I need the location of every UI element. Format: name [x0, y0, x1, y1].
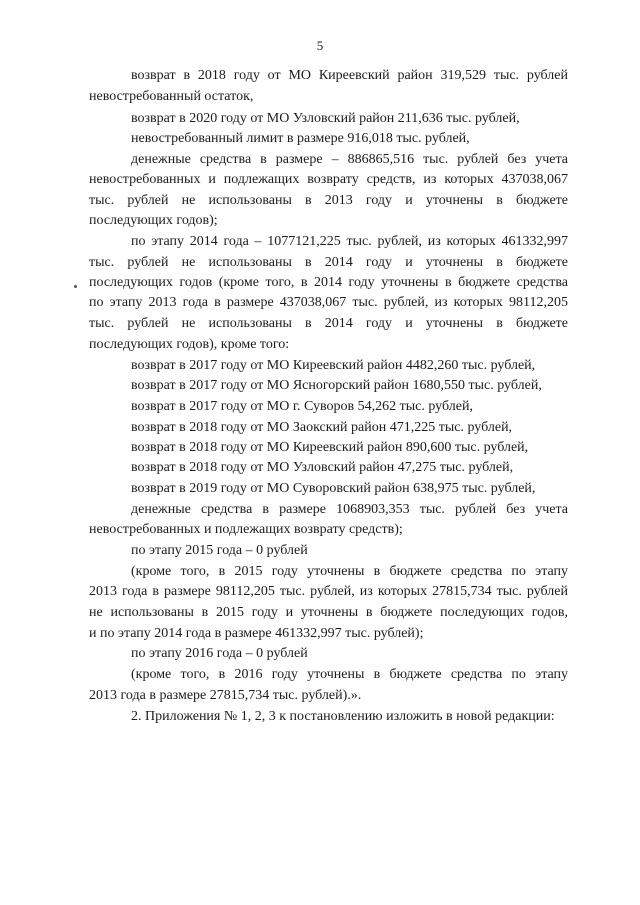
- text-line: 2013 года в размере 27815,734 тыс. рублей).».: [89, 688, 362, 703]
- text-line: возврат в 2018 году от МО Киреевский район 319,529 тыс. рублей: [131, 68, 568, 83]
- text-line: возврат в 2019 году от МО Суворовский район 638,975 тыс. рублей,: [131, 481, 536, 496]
- text-line: 2. Приложения № 1, 2, 3 к постановлению изложить в новой редакции:: [131, 709, 555, 724]
- text-line: денежные средства в размере 1068903,353 тыс. рублей без учета: [131, 502, 568, 517]
- text-line: тыс. рублей не использованы в 2014 году и уточнены в бюджете: [89, 255, 568, 270]
- text-line: не использованы в 2015 году и уточнены в бюджете последующих годов,: [89, 605, 568, 620]
- text-line: (кроме того, в 2015 году уточнены в бюджете средства по этапу: [131, 564, 568, 579]
- text-line: (кроме того, в 2016 году уточнены в бюджете средства по этапу: [131, 667, 568, 682]
- text-line: тыс. рублей не использованы в 2013 году и уточнены в бюджете: [89, 193, 568, 208]
- text-line: возврат в 2020 году от МО Узловский район 211,636 тыс. рублей,: [131, 111, 520, 126]
- text-line: возврат в 2017 году от МО г. Суворов 54,262 тыс. рублей,: [131, 399, 473, 414]
- text-line: последующих годов);: [89, 213, 218, 228]
- text-line: невостребованный остаток,: [89, 89, 254, 104]
- text-line: невостребованный лимит в размере 916,018 тыс. рублей,: [131, 131, 470, 146]
- text-line: возврат в 2018 году от МО Заокский район 471,225 тыс. рублей,: [131, 420, 513, 435]
- text-line: по этапу 2015 года – 0 рублей: [131, 543, 308, 558]
- text-line: возврат в 2018 году от МО Киреевский район 890,600 тыс. рублей,: [131, 440, 529, 455]
- text-line: возврат в 2017 году от МО Киреевский район 4482,260 тыс. рублей,: [131, 358, 536, 373]
- text-line: последующих годов (кроме того, в 2014 году уточнены в бюджете средства: [89, 275, 568, 290]
- text-line: по этапу 2016 года – 0 рублей: [131, 646, 308, 661]
- text-line: возврат в 2018 году от МО Узловский район 47,275 тыс. рублей,: [131, 460, 514, 475]
- text-line: последующих годов), кроме того:: [89, 337, 290, 352]
- text-line: по этапу 2013 года в размере 437038,067 тыс. рублей, из которых 98112,205: [89, 295, 568, 310]
- text-line: невостребованных и подлежащих возврату средств);: [89, 522, 403, 537]
- text-line: тыс. рублей не использованы в 2014 году и уточнены в бюджете: [89, 316, 568, 331]
- text-line: возврат в 2017 году от МО Ясногорский район 1680,550 тыс. рублей,: [131, 378, 542, 393]
- text-line: денежные средства в размере – 886865,516 тыс. рублей без учета: [131, 152, 568, 167]
- text-line: по этапу 2014 года – 1077121,225 тыс. рублей, из которых 461332,997: [131, 234, 568, 249]
- text-line: невостребованных и подлежащих возврату средств, из которых 437038,067: [89, 172, 568, 187]
- page-number: 5: [316, 38, 324, 53]
- scan-speck: [74, 285, 77, 288]
- text-line: и по этапу 2014 года в размере 461332,997 тыс. рублей);: [89, 626, 424, 641]
- text-line: 2013 года в размере 98112,205 тыс. рублей, из которых 27815,734 тыс. рублей: [89, 584, 568, 599]
